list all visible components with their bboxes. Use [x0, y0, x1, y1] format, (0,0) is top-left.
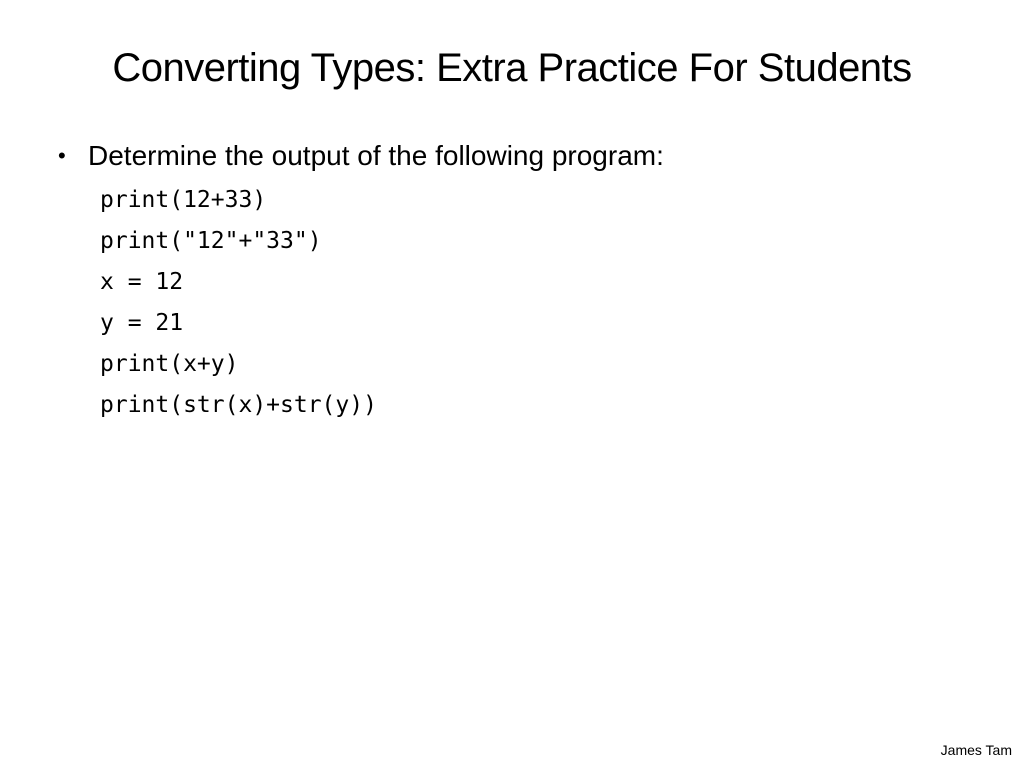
code-line: print("12"+"33") [100, 228, 322, 254]
footer-author: James Tam [940, 742, 1012, 758]
code-line: print(x+y) [100, 351, 239, 377]
bullet-marker-icon: • [58, 143, 66, 168]
slide-title: Converting Types: Extra Practice For Students [112, 46, 912, 90]
code-line: print(str(x)+str(y)) [100, 392, 377, 418]
code-block [100, 180, 377, 426]
code-line: print(12+33) [100, 187, 267, 213]
code-line: y = 21 [100, 310, 184, 336]
code-line: x = 12 [100, 269, 184, 295]
bullet-item [58, 136, 664, 176]
bullet-text: Determine the output of the following program: [88, 140, 664, 171]
